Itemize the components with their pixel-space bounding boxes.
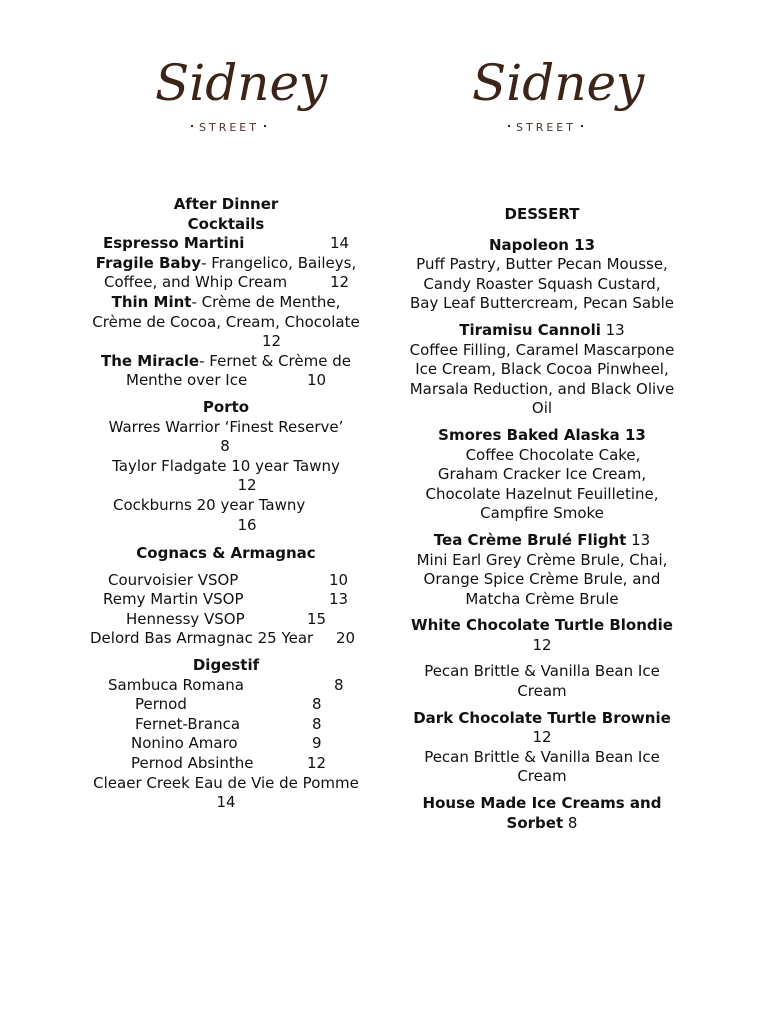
item-price: 12 xyxy=(262,332,282,351)
item-description: Graham Cracker Ice Cream, xyxy=(437,465,647,484)
item-price: 12 xyxy=(532,635,552,654)
item-description: - Fernet & Crème de xyxy=(199,351,351,370)
item-name: Sambuca Romana xyxy=(108,675,244,694)
item-name: Cleaer Creek Eau de Vie de Pomme xyxy=(93,773,359,792)
item-price: 13 xyxy=(600,320,625,339)
menu-item xyxy=(88,496,364,535)
menu-item xyxy=(88,418,364,457)
item-name: Taylor Fladgate 10 year Tawny xyxy=(112,456,340,475)
menu-item xyxy=(88,610,364,630)
item-name: White Chocolate Turtle Blondie xyxy=(411,616,673,635)
item-description: Cream xyxy=(517,682,567,701)
item-description: Chocolate Hazelnut Feuilletine, xyxy=(425,484,659,503)
menu-item xyxy=(88,629,364,649)
menu-item xyxy=(404,709,680,787)
item-price: 14 xyxy=(330,234,350,253)
item-description: Coffee Filling, Caramel Mascarpone xyxy=(409,340,675,359)
menu-item xyxy=(88,457,364,496)
item-description: Orange Spice Crème Brule, and xyxy=(423,570,661,589)
logo-mark xyxy=(149,38,328,150)
menu-item xyxy=(404,236,680,314)
item-description: Pecan Brittle & Vanilla Bean Ice xyxy=(424,662,660,681)
section-heading-porto: Porto xyxy=(202,397,250,416)
menu-item xyxy=(404,531,680,609)
item-name: Delord Bas Armagnac 25 Year xyxy=(90,629,314,648)
item-name: Tea Crème Brulé Flight xyxy=(433,530,627,549)
menu-item xyxy=(88,774,364,813)
item-price: 10 xyxy=(329,570,349,589)
menu-item xyxy=(404,616,680,701)
item-description: Crème de Cocoa, Cream, Chocolate xyxy=(92,312,360,331)
item-price: 12 xyxy=(330,273,350,292)
item-description: - Crème de Menthe, xyxy=(191,292,341,311)
menu-item xyxy=(88,352,364,391)
item-description: Oil xyxy=(531,399,553,418)
sidney-street-logo xyxy=(466,38,645,150)
section-heading-dessert: DESSERT xyxy=(504,205,580,223)
logo-script-text: Sidney xyxy=(472,54,645,112)
item-description: Mini Earl Grey Crème Brule, Chai, xyxy=(416,550,668,569)
section-heading-cognacs: Cognacs & Armagnac xyxy=(136,544,316,563)
item-description: - Frangelico, Baileys, xyxy=(201,253,357,272)
section-title: After Dinner xyxy=(173,195,279,213)
menu-item xyxy=(88,754,364,774)
menu-item xyxy=(88,293,364,352)
item-description: Matcha Crème Brule xyxy=(465,589,619,608)
item-price: 8 xyxy=(334,675,344,694)
item-name: Courvoisier VSOP xyxy=(108,570,239,589)
item-price: 9 xyxy=(312,734,322,753)
item-price: 8 xyxy=(312,714,322,733)
item-price: 14 xyxy=(216,793,236,812)
item-name: Thin Mint xyxy=(111,292,192,311)
logo-script-text: Sidney xyxy=(155,54,328,112)
item-description: Coffee Chocolate Cake, xyxy=(465,445,641,464)
item-price: 8 xyxy=(220,437,230,456)
dessert-column xyxy=(404,205,680,833)
item-name: Fernet-Branca xyxy=(135,714,241,733)
item-name: Pernod Absinthe xyxy=(131,754,254,773)
item-description: Cream xyxy=(517,767,567,786)
item-price: 13 xyxy=(329,590,349,609)
logo-mark xyxy=(466,38,645,150)
item-name: Tiramisu Cannoli xyxy=(459,320,601,339)
menu-item xyxy=(88,234,364,254)
menu-item xyxy=(88,676,364,696)
section-title: Cocktails xyxy=(187,214,265,233)
menu-item xyxy=(404,426,680,524)
item-price: 8 xyxy=(312,695,322,714)
item-description: Puff Pastry, Butter Pecan Mousse, xyxy=(416,255,668,274)
item-description: Candy Roaster Squash Custard, xyxy=(423,274,661,293)
item-price: 8 xyxy=(563,813,578,832)
menu-item xyxy=(404,321,680,419)
item-name: Dark Chocolate Turtle Brownie xyxy=(413,708,671,727)
menu-item xyxy=(88,571,364,591)
item-price: 15 xyxy=(307,609,327,628)
sidney-street-logo xyxy=(149,38,328,150)
item-description: Ice Cream, Black Cocoa Pinwheel, xyxy=(415,360,669,379)
logo-sub-text: STREET xyxy=(516,121,576,134)
item-name: Remy Martin VSOP xyxy=(103,590,244,609)
item-name: Sorbet xyxy=(506,813,564,832)
item-description: Menthe over Ice xyxy=(126,371,248,390)
item-price: 20 xyxy=(336,629,356,648)
item-price: 13 xyxy=(626,530,651,549)
item-name: Hennessy VSOP xyxy=(126,609,245,628)
menu-item xyxy=(88,254,364,293)
item-name: Warres Warrior ‘Finest Reserve’ xyxy=(108,417,344,436)
item-name: Cockburns 20 year Tawny xyxy=(113,495,306,514)
item-name: Fragile Baby xyxy=(95,253,202,272)
menu-item xyxy=(88,590,364,610)
item-description: Marsala Reduction, and Black Olive xyxy=(409,379,675,398)
item-description: Coffee, and Whip Cream xyxy=(104,273,288,292)
logo-sub-text: STREET xyxy=(199,121,259,134)
item-name: Smores Baked Alaska 13 xyxy=(438,425,646,444)
item-description: Campfire Smoke xyxy=(480,504,604,523)
item-price: 12 xyxy=(307,754,327,773)
item-name: The Miracle xyxy=(101,351,200,370)
item-description: Bay Leaf Buttercream, Pecan Sable xyxy=(409,294,675,313)
item-price: 16 xyxy=(237,515,257,534)
menu-item xyxy=(88,715,364,735)
menu-item xyxy=(404,794,680,833)
item-name: Nonino Amaro xyxy=(131,734,238,753)
section-heading-digestif: Digestif xyxy=(192,656,260,675)
item-price: 12 xyxy=(237,476,257,495)
item-name: Napoleon 13 xyxy=(488,235,596,254)
menu-item xyxy=(88,734,364,754)
item-name: Pernod xyxy=(135,695,187,714)
item-name: House Made Ice Creams and xyxy=(422,794,662,813)
item-price: 12 xyxy=(532,728,552,747)
menu-item xyxy=(88,695,364,715)
item-name: Espresso Martini xyxy=(103,234,245,253)
item-description: Pecan Brittle & Vanilla Bean Ice xyxy=(424,747,660,766)
item-price: 10 xyxy=(307,371,327,390)
drinks-column xyxy=(88,195,364,813)
